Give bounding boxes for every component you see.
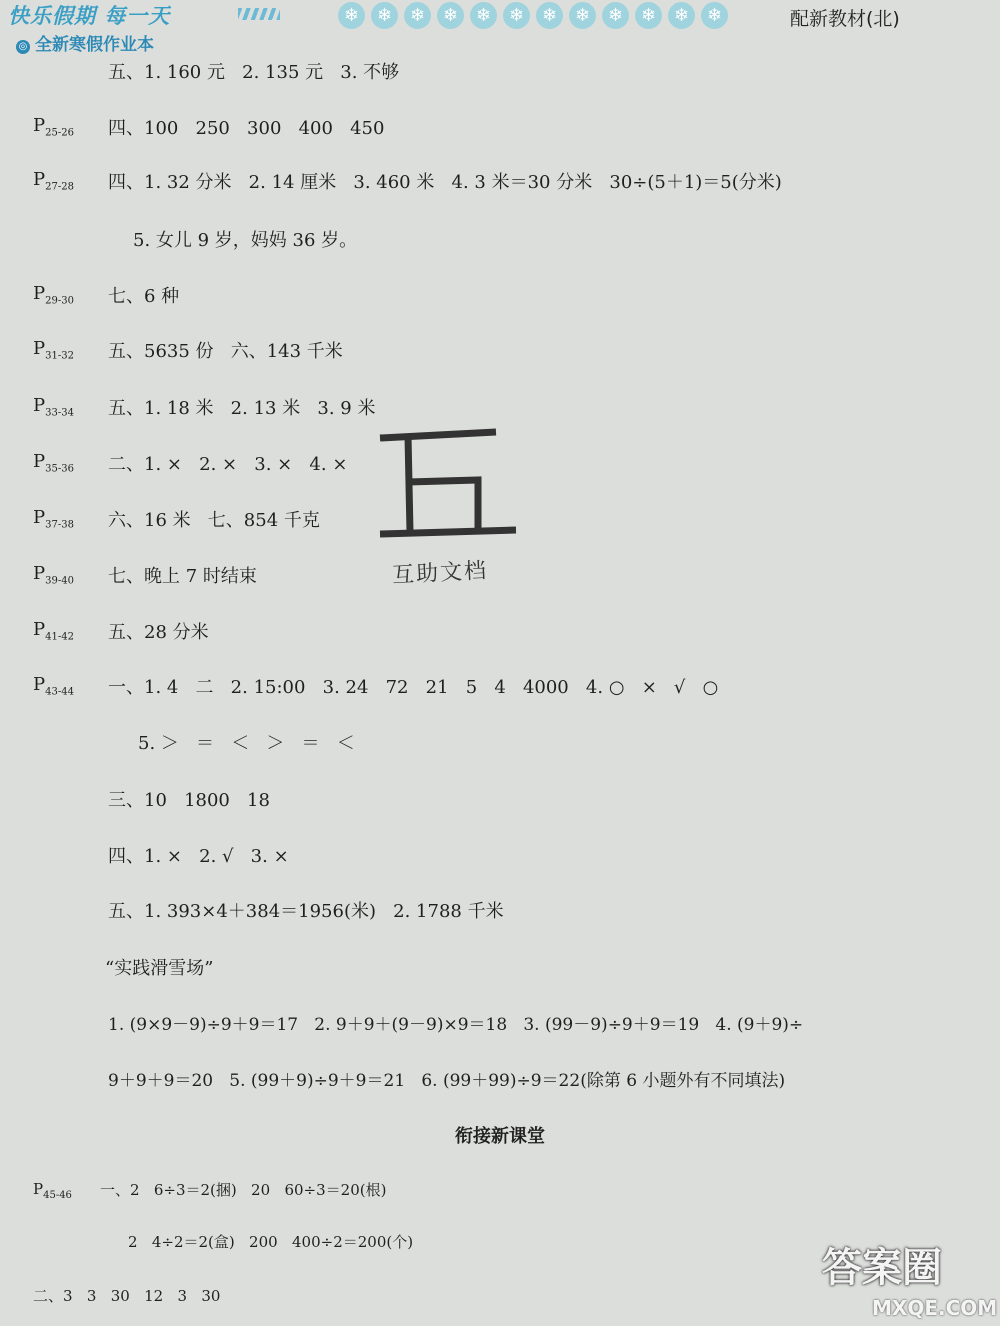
page-number: $P_{45-46}$ xyxy=(33,1180,72,1201)
answer-line: 5. 女儿 9 岁，妈妈 36 岁。 xyxy=(133,230,358,251)
page-number: $P_{31-32}$ xyxy=(33,338,74,362)
edition-label: 配新教材(北) xyxy=(790,8,900,30)
snowflake-icon: ❄ xyxy=(338,2,365,29)
snowflake-icon: ❄ xyxy=(404,2,431,29)
brand-title: 快乐假期 每一天 xyxy=(8,4,171,28)
answer-line: 五、5635 份 六、143 千米 xyxy=(108,341,343,362)
answer-line: 9＋9＋9＝20 5. (99＋9)÷9＋9＝21 6. (99＋99)÷9＝22(除第 6 小题外有不同填法) xyxy=(108,1071,786,1091)
page-number: $P_{41-42}$ xyxy=(33,619,74,643)
decorative-bars xyxy=(238,8,280,20)
answer-line: 五、1. 18 米 2. 13 米 3. 9 米 xyxy=(108,398,376,419)
answer-line: 七、晚上 7 时结束 xyxy=(108,566,257,587)
page-number: $P_{39-40}$ xyxy=(33,563,74,587)
snowflake-icon: ❄ xyxy=(536,2,563,29)
snowflake-icon: ❄ xyxy=(701,2,728,29)
circle-icon: ◎ xyxy=(16,40,30,54)
page-number: $P_{37-38}$ xyxy=(33,507,74,531)
answer-line: 五、1. 393×4＋384＝1956(米) 2. 1788 千米 xyxy=(108,901,504,922)
answer-line: 二、3 3 30 12 3 30 xyxy=(33,1287,221,1305)
answer-line: 三、10 1800 18 xyxy=(108,790,270,811)
snowflake-icon: ❄ xyxy=(668,2,695,29)
page-number: $P_{35-36}$ xyxy=(33,451,74,475)
snowflake-icon: ❄ xyxy=(437,2,464,29)
answer-line: 1. (9×9－9)÷9＋9＝17 2. 9＋9＋(9－9)×9＝18 3. (99－9)÷9＋9＝19 4. (9＋9)÷ xyxy=(108,1015,804,1035)
snowflake-icon: ❄ xyxy=(371,2,398,29)
page-number: $P_{27-28}$ xyxy=(33,169,74,193)
answer-line: 一、2 6÷3＝2(捆) 20 60÷3＝20(根) xyxy=(100,1181,387,1199)
page-number: $P_{25-26}$ xyxy=(33,115,74,139)
stamp-text: 互助文档 xyxy=(391,558,489,589)
answer-line: 四、1. 32 分米 2. 14 厘米 3. 460 米 4. 3 米＝30 分米 30÷(5＋1)＝5(分米) xyxy=(108,172,782,193)
snowflake-decoration xyxy=(338,2,728,29)
snowflake-icon: ❄ xyxy=(503,2,530,29)
answer-line: 七、6 种 xyxy=(108,286,180,307)
answer-line: 四、1. × 2. √ 3. × xyxy=(108,846,289,867)
snowflake-icon: ❄ xyxy=(470,2,497,29)
snowflake-icon: ❄ xyxy=(569,2,596,29)
answer-line: 2 4÷2＝2(盒) 200 400÷2＝200(个) xyxy=(128,1233,414,1251)
section-subtitle: “实践滑雪场” xyxy=(105,958,214,979)
answer-line: 5. ＞ ＝ ＜ ＞ ＝ ＜ xyxy=(138,733,355,754)
answer-line: 五、1. 160 元 2. 135 元 3. 不够 xyxy=(108,62,400,83)
answer-line: 二、1. × 2. × 3. × 4. × xyxy=(108,454,348,475)
answer-line: 一、1. 4 二 2. 15:00 3. 24 72 21 5 4 4000 4. ○ × √ ○ xyxy=(108,677,719,698)
page-number: $P_{33-34}$ xyxy=(33,395,74,419)
answer-line: 五、28 分米 xyxy=(108,622,209,643)
brand-subtitle: ◎ 全新寒假作业本 xyxy=(16,30,154,55)
answer-line: 六、16 米 七、854 千克 xyxy=(108,510,320,531)
section-title: 衔接新课堂 xyxy=(455,1126,545,1147)
watermark-logo: 答案圈 xyxy=(822,1245,942,1291)
snowflake-icon: ❄ xyxy=(602,2,629,29)
watermark-url: MXQE.COM xyxy=(872,1296,998,1320)
page-number: $P_{29-30}$ xyxy=(33,283,74,307)
page-header xyxy=(0,0,1000,56)
page-number: $P_{43-44}$ xyxy=(33,674,74,698)
answer-line: 四、100 250 300 400 450 xyxy=(108,118,385,139)
snowflake-icon: ❄ xyxy=(635,2,662,29)
